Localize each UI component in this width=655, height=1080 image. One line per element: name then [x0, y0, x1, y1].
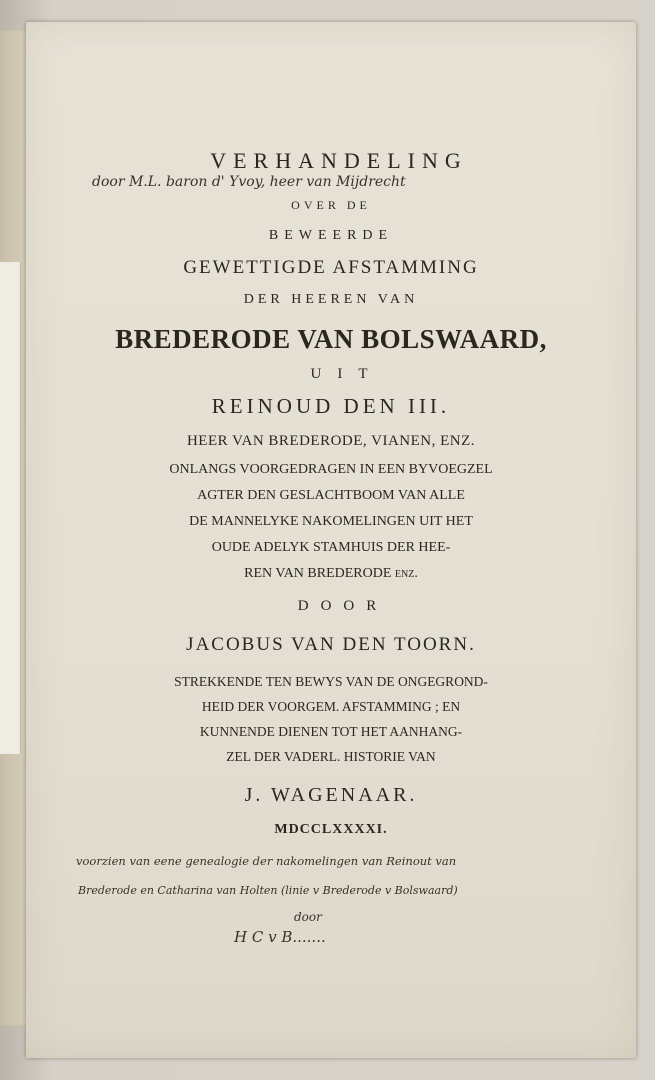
title-page [26, 22, 636, 1058]
description-line-2: AGTER DEN GESLACHTBOOM VAN ALLE [197, 488, 465, 503]
purpose-line-1: STREKKENDE TEN BEWYS VAN DE ONGEGROND- [174, 674, 488, 689]
handwritten-note-line-4: H C v B....... [234, 928, 326, 946]
wagenaar: J. WAGENAAR. [244, 784, 418, 806]
door: DOOR [297, 598, 389, 614]
heeren: DER HEEREN VAN [243, 292, 419, 307]
author: JACOBUS VAN DEN TOORN. [186, 634, 476, 655]
handwritten-note-line-3: door [294, 910, 322, 924]
uit: UIT [310, 366, 384, 382]
subtitle-over-de: OVER DE [291, 198, 371, 212]
brederode-van-bolswaard: BREDERODE VAN BOLSWAARD, [115, 324, 547, 354]
afstamming: GEWETTIGDE AFSTAMMING [183, 257, 479, 278]
description-line-4: OUDE ADELYK STAMHUIS DER HEE- [211, 540, 451, 555]
handwritten-note-line-2: Brederode en Catharina van Holten (linie v Brederode v Bolswaard) [78, 884, 458, 897]
paper-slip [0, 262, 21, 754]
description-line-5: REN VAN BREDERODE enz. [244, 566, 418, 581]
handwritten-note-line-1: voorzien van eene genealogie der nakomelingen van Reinout van [76, 854, 457, 868]
purpose-line-3: KUNNENDE DIENEN TOT HET AANHANG- [199, 724, 463, 739]
description-line-3: DE MANNELYKE NAKOMELINGEN UIT HET [189, 514, 473, 529]
beweerde: BEWEERDE [268, 228, 394, 243]
handwritten-attribution: door M.L. baron d' Yvoy, heer van Mijdrecht [92, 174, 406, 190]
description-line-1: ONLANGS VOORGEDRAGEN IN EEN BYVOEGZEL [169, 462, 493, 477]
purpose-line-2: HEID DER VOORGEM. AFSTAMMING ; EN [201, 699, 461, 714]
imprint-year: MDCCLXXXXI. [274, 822, 388, 837]
title: VERHANDELING [210, 148, 468, 173]
heer-van-brederode: HEER VAN BREDERODE, VIANEN, ENZ. [186, 433, 476, 449]
reinoud: REINOUD DEN III. [211, 394, 451, 418]
purpose-line-4: ZEL DER VADERL. HISTORIE VAN [226, 749, 436, 764]
